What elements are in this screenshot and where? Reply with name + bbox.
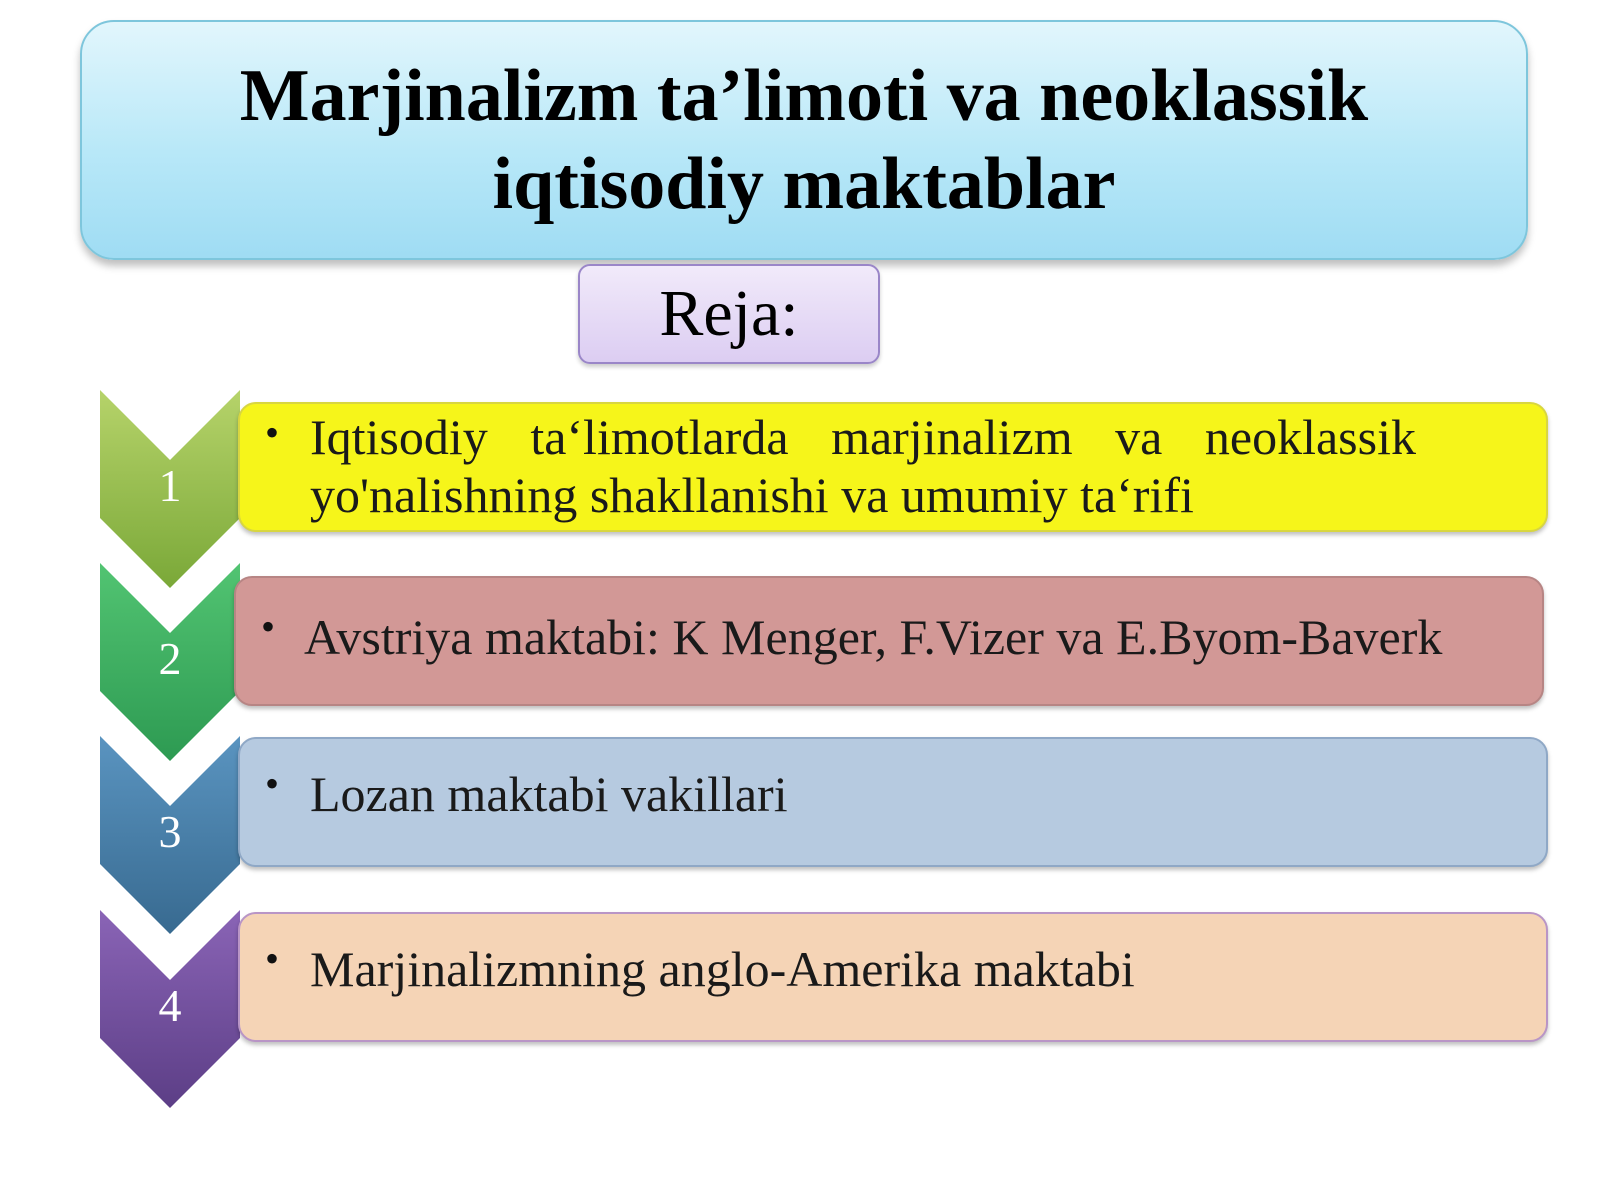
plan-item-text <box>304 608 1538 666</box>
step-number: 4 <box>158 980 182 1031</box>
bullet-icon: • <box>261 604 276 649</box>
bullet-icon: • <box>265 936 280 981</box>
chevron-step-4 <box>100 910 240 1110</box>
title-line-1: Marjinalizm ta’limoti va neoklassik <box>239 55 1369 137</box>
step-number: 2 <box>158 633 182 684</box>
plan-item-text <box>310 940 1526 998</box>
title-line-2: iqtisodiy maktablar <box>492 143 1116 225</box>
plan-item-line: yo'nalishning shakllanishi va umumiy ta‘rifi <box>310 467 1194 523</box>
slide-title <box>240 52 1368 228</box>
title-box <box>80 20 1528 260</box>
plan-item-line: Marjinalizmning anglo-Amerika maktabi <box>310 941 1135 997</box>
bullet-icon: • <box>265 410 280 455</box>
plan-item-line: Iqtisodiy ta‘limotlarda marjinalizm va neoklassik <box>310 409 1416 465</box>
step-number: 1 <box>158 460 182 511</box>
plan-item-line: Lozan maktabi vakillari <box>310 766 788 822</box>
plan-item-4 <box>238 912 1548 1042</box>
chevron-step-3 <box>100 736 240 936</box>
plan-item-text <box>310 408 1416 524</box>
plan-item-text <box>310 765 1526 823</box>
plan-item-3 <box>238 737 1548 867</box>
chevron-step-2 <box>100 563 240 763</box>
chevron-step-1 <box>100 390 240 590</box>
plan-item-2 <box>234 576 1544 706</box>
plan-item-1 <box>238 402 1548 532</box>
step-number: 3 <box>158 806 182 857</box>
plan-label-box <box>578 264 880 364</box>
bullet-icon: • <box>265 761 280 806</box>
plan-item-line: Avstriya maktabi: K Menger, F.Vizer va E.Byom-Baverk <box>304 609 1443 665</box>
plan-label: Reja: <box>659 277 799 350</box>
